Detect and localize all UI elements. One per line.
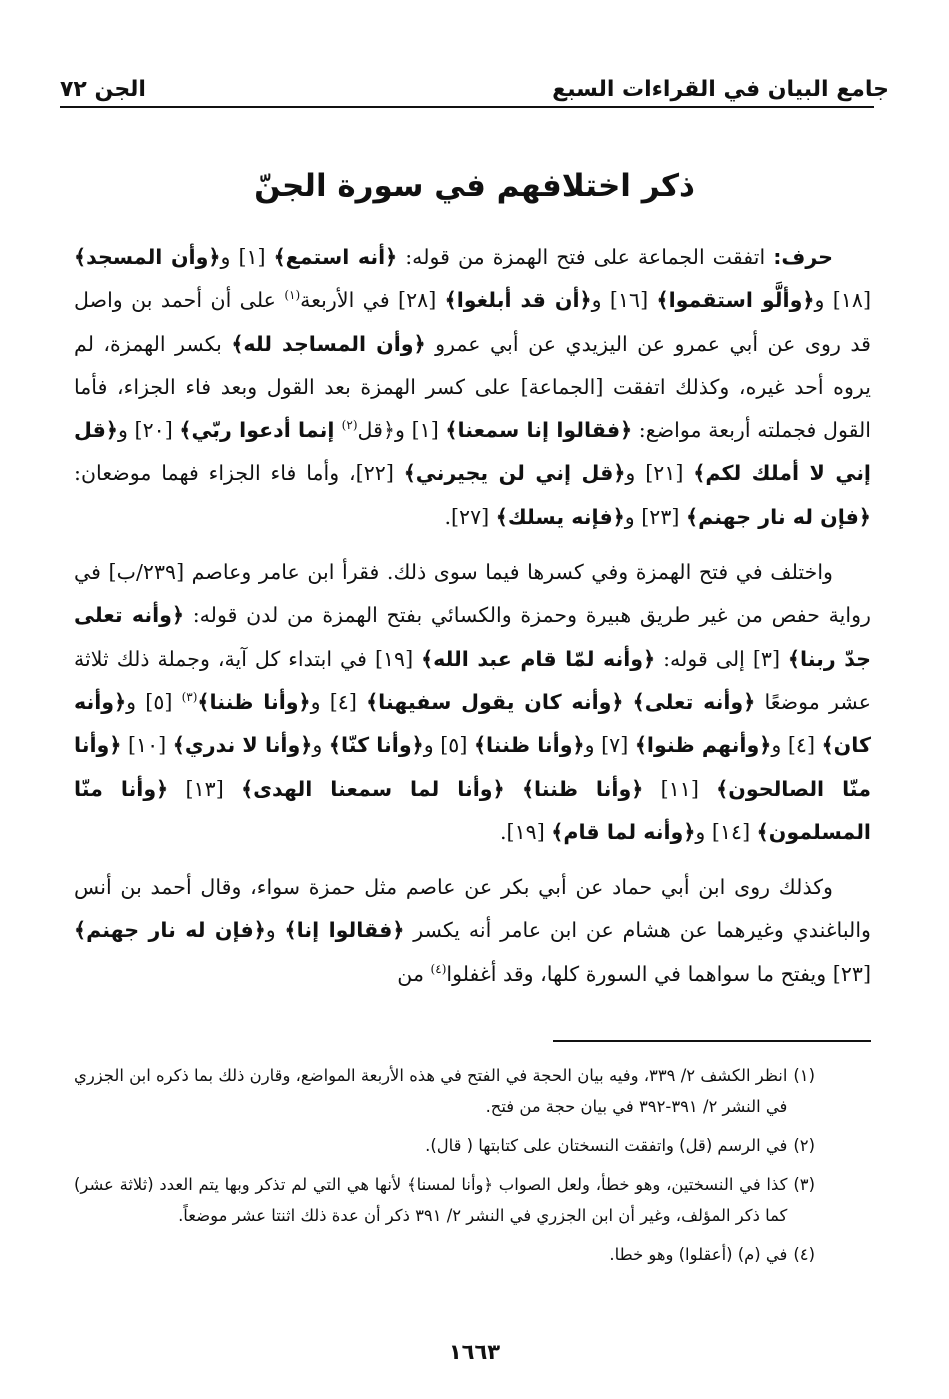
text-run: [٢٢]، وأما فاء الجزاء فهما موضعان: — [74, 461, 404, 486]
footnote-number: (٣) — [793, 1175, 815, 1194]
quran-quote: ﴿وأنا ظننا﴾ — [197, 689, 311, 714]
book-title: جامع البيان في القراءات السبع — [552, 77, 889, 102]
text-run: [١٤] و — [695, 819, 757, 844]
paragraph — [74, 236, 871, 539]
text-run: [٤] و — [310, 689, 367, 714]
text-run: [٢٣] و — [624, 504, 687, 529]
text-run: [٢٣] ويفتح ما سواهما في السورة كلها، وقد أغفلوا — [446, 961, 871, 986]
footnote-text: في الرسم (قل) واتفقت النسختان على كتابتها ( قال). — [425, 1136, 788, 1155]
quran-quote: ﴿وأنا ظننا﴾ — [473, 733, 585, 758]
quran-quote: إنما أدعوا ربّي﴾ — [179, 418, 342, 443]
quran-quote: ﴿وأن المساجد لله﴾ — [231, 331, 426, 356]
quran-quote: ﴿وأنا ظننا﴾ — [521, 776, 644, 801]
quran-quote: ﴿وأنه لما قام﴾ — [551, 819, 696, 844]
quran-quote: ﴿وأنا منّا المسلمون﴾ — [74, 776, 871, 844]
footnote-number: (٢) — [793, 1136, 815, 1155]
footnote-marker: (٣) — [181, 690, 198, 705]
text-run: [١٩] في ابتداء كل آية، وجملة ذلك ثلاثة عشر موضعًا — [74, 646, 872, 714]
quran-quote: ﴿وأنا لما سمعنا الهدى﴾ — [241, 776, 505, 801]
quran-quote: ﴿فإن له نار جهنم﴾ — [74, 918, 266, 943]
paragraph — [74, 866, 871, 996]
footnote — [74, 1130, 815, 1161]
footnote-number: (٤) — [793, 1245, 815, 1264]
footnotes — [74, 1060, 815, 1278]
text-run: وكذلك روى ابن أبي حماد عن أبي بكر عن عاصم مثل حمزة سواء، وقال أحمد بن أنس والباغندي وغيرهما عن هشام عن ابن عامر أنه يكسر — [74, 875, 871, 943]
quran-quote: ﴿وألَّو استقموا﴾ — [656, 288, 815, 313]
text-run: [٢١] و — [625, 461, 694, 486]
text-run: [٢٨] في الأربعة — [300, 288, 445, 313]
footnote-text: في (م) (أعقلوا) وهو خطا. — [609, 1245, 788, 1264]
quran-quote: ﴿وأن المسجد﴾ — [74, 245, 221, 269]
text-run: ﴿قل — [357, 418, 396, 443]
text-run: [١] و — [395, 418, 446, 443]
quran-quote: ﴿فإنه يسلك﴾ — [495, 504, 625, 529]
footnote-text: انظر الكشف ٢/ ٣٣٩، وفيه بيان الحجة في الفتح في هذه الأربعة المواضع، وقارن ذلك بما ذكره ابن الجزري في النشر ٢/ ٣٩١-٣٩٢ في بيان حجة من فتح. — [74, 1066, 788, 1116]
text-run: [١٠] — [121, 733, 173, 758]
text-run — [505, 777, 522, 801]
text-run: [٤] و — [771, 733, 822, 758]
text-run: [١٩]. — [499, 819, 552, 844]
quran-quote: ﴿قل إني لن يجيرني﴾ — [403, 461, 626, 486]
quran-quote: ﴿وأنه تعلى﴾ — [632, 689, 756, 714]
footnote-number: (١) — [793, 1066, 815, 1085]
text-run: [١] و — [220, 245, 274, 269]
quran-quote: ﴿وأنهم ظنوا﴾ — [634, 733, 772, 758]
text-run: على أن أحمد بن واصل قد روى عن أبي عمرو عن اليزيدي عن أبي عمرو — [74, 288, 872, 356]
surah-label: الجن ٧٢ — [60, 77, 146, 102]
quran-quote: ﴿فإن له نار جهنم﴾ — [686, 504, 871, 529]
quran-quote: ﴿أن قد أبلغوا﴾ — [444, 288, 592, 313]
text-run: [٢٧]. — [444, 504, 496, 529]
quran-quote: ﴿وأنا لا ندري﴾ — [172, 733, 313, 758]
text-run: [١٦] و — [591, 288, 657, 313]
main-text — [74, 236, 871, 1008]
footnote — [74, 1169, 815, 1231]
chapter-title: ذكر اختلافهم في سورة الجنّ — [254, 168, 695, 204]
text-run — [624, 690, 633, 714]
running-header — [60, 62, 889, 102]
text-run: و — [265, 918, 285, 943]
text-run: [١٣] — [168, 776, 242, 801]
text-run: اتفقت الجماعة على فتح الهمزة من قوله: — [397, 245, 774, 269]
quran-quote: ﴿فقالوا إنا﴾ — [284, 918, 405, 943]
quran-quote: ﴿أنه استمع﴾ — [273, 245, 398, 269]
quran-quote: ﴿فقالوا إنا سمعنا﴾ — [445, 418, 633, 443]
text-run: واختلف في فتح الهمزة وفي كسرها فيما سوى ذلك. فقرأ ابن عامر وعاصم [٢٣٩/ب] في رواية حفص من غير طريق هبيرة وحمزة والكسائي بفتح الهمزة من لدن قوله: — [74, 560, 871, 628]
text-run: [٢٠] و — [117, 418, 180, 443]
page-number: ١٦٦٣ — [448, 1340, 501, 1364]
text-run: بكسر الهمزة، لم يروه أحد غيره، وكذلك اتفقت [الجماعة] على كسر الهمزة بعد القول وبعد فاء الجزاء، فأما القول فجملته أربعة مواضع: — [74, 331, 872, 443]
text-run: [١٨] و — [814, 288, 871, 313]
quran-quote: ﴿وأنه كان﴾ — [74, 689, 871, 758]
quran-quote: ﴿وأنه لمّا قام عبد الله﴾ — [421, 646, 656, 671]
footnote-marker: (٤) — [430, 961, 447, 976]
quran-quote: ﴿وأنا منّا الصالحون﴾ — [74, 733, 871, 801]
text-run: من — [397, 961, 431, 986]
footnote — [74, 1239, 815, 1270]
quran-quote: ﴿وأنه كان يقول سفيهنا﴾ — [366, 689, 624, 714]
lead-word: حرف: — [773, 245, 833, 269]
text-run: [٥] و — [423, 733, 474, 758]
footnote-marker: (١) — [284, 288, 301, 303]
footnote-rule — [553, 1040, 871, 1042]
text-run: و — [312, 733, 329, 758]
footnote — [74, 1060, 815, 1122]
header-rule — [60, 106, 874, 108]
footnote-marker: (٢) — [341, 418, 358, 433]
text-run: [٧] و — [584, 733, 635, 758]
text-run: [٣] إلى قوله: — [655, 646, 788, 671]
text-run: [١١] — [643, 776, 717, 801]
quran-quote: ﴿وأنا كنّا﴾ — [328, 733, 424, 758]
text-run: [٥] و — [126, 689, 182, 714]
paragraph — [74, 551, 871, 854]
quran-quote: ﴿وأنه تعلى جدّ ربنا﴾ — [74, 603, 871, 671]
footnote-text: كذا في النسختين، وهو خطأ، ولعل الصواب ﴿وأنا لمسنا﴾ لأنها هي التي لم تذكر وبها يتم العدد (ثلاثة عشر) كما ذكر المؤلف، وغير أن ابن الجزري في النشر ٢/ ٣٩١ ذكر أن عدة ذلك اثنتا عشر موضعاً. — [74, 1175, 788, 1225]
quran-quote: ﴿قل إني لا أملك لكم﴾ — [74, 418, 871, 486]
